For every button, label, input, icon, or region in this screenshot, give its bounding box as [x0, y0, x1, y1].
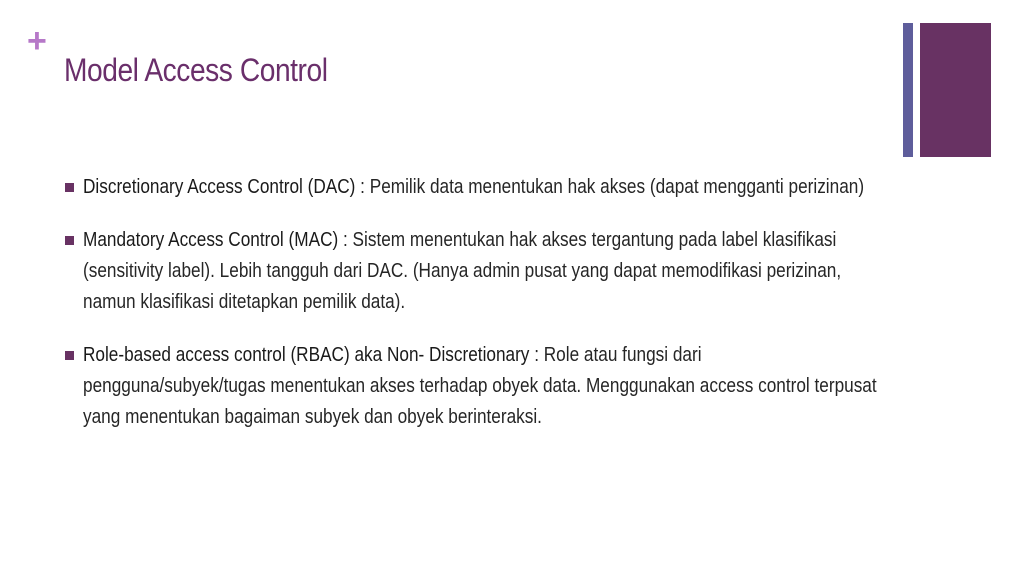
- bullet-item-mac: [64, 225, 864, 318]
- decorative-bar-wide: [920, 23, 991, 157]
- bullet-description: : Sistem menentukan hak akses tergantung pada label klasifikasi (sensitivity label). Lebih tangguh dari DAC. (Hanya admin pusat yang dapat memodifikasi perizinan, namun klasifikasi ditetapkan pemilik data).: [83, 229, 842, 313]
- bullet-term: Role-based access control (RBAC) aka Non- Discretionary: [83, 344, 530, 366]
- bullet-text: [83, 225, 883, 318]
- bullet-text: [83, 340, 883, 433]
- bullet-description: : Role atau fungsi dari pengguna/subyek/tugas menentukan akses terhadap obyek data. Menggunakan access control terpusat yang menentukan bagaiman subyek dan obyek berinteraksi.: [83, 344, 877, 428]
- decorative-bar-thin: [903, 23, 913, 157]
- square-bullet-icon: [65, 183, 74, 192]
- slide-title: Model Access Control: [64, 52, 328, 88]
- bullet-item-rbac: [64, 340, 877, 433]
- bullet-item-dac: [64, 172, 864, 203]
- bullet-description: : Pemilik data menentukan hak akses (dapat mengganti perizinan): [355, 176, 865, 198]
- bullet-term: Mandatory Access Control (MAC): [83, 229, 339, 251]
- plus-icon: +: [27, 22, 47, 60]
- square-bullet-icon: [65, 236, 74, 245]
- bullet-text: [83, 172, 883, 203]
- square-bullet-icon: [65, 351, 74, 360]
- bullet-list: [64, 172, 877, 455]
- bullet-term: Discretionary Access Control (DAC): [83, 176, 356, 198]
